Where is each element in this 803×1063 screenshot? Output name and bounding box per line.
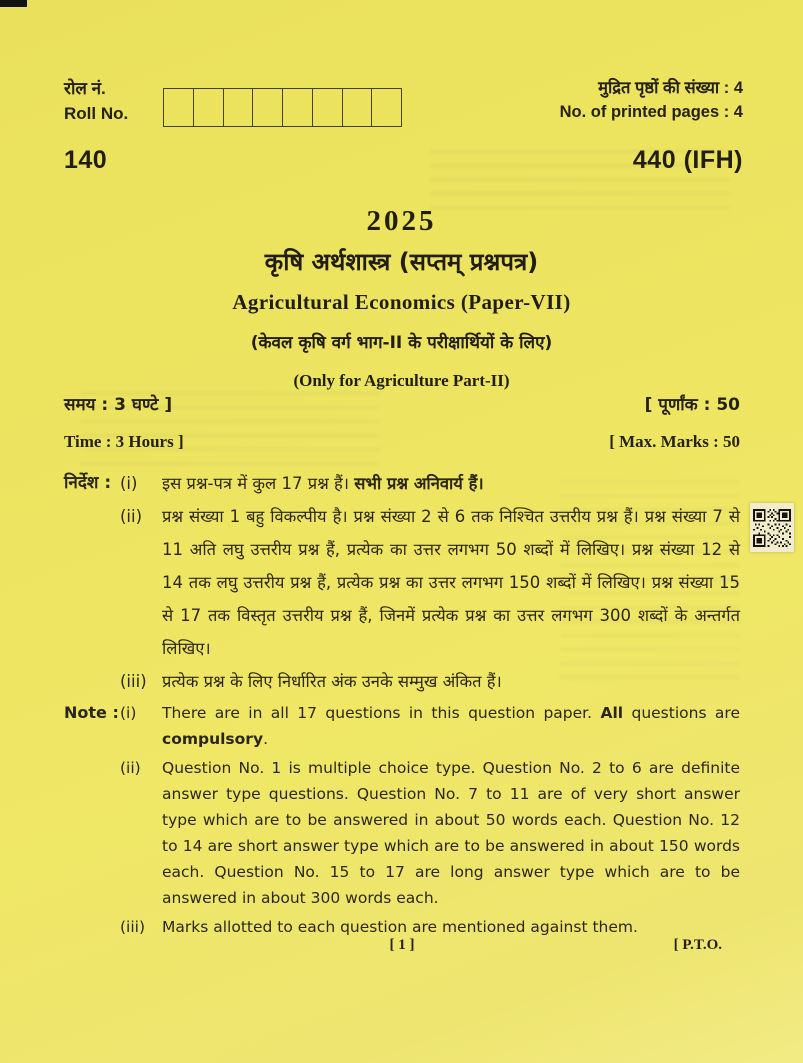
pages-label-english: No. of printed pages : 4 [559, 103, 743, 121]
roll-number-cell [164, 89, 193, 126]
roll-number-label [64, 76, 128, 126]
qr-code-icon [750, 503, 794, 552]
instruction-hindi-item-3 [120, 665, 740, 698]
item-text: इस प्रश्न-पत्र में कुल 17 प्रश्न हैं। सभी प्रश्न अनिवार्य हैं। [162, 474, 484, 493]
instruction-hindi-item-1 [120, 467, 740, 500]
item-text: प्रश्न संख्या 1 बहु विकल्पीय है। प्रश्न संख्या 2 से 6 तक निश्चित उत्तरीय प्रश्न हैं। प्रश्न संख्या 7 से 11 अति लघु उत्तरीय प्रश्न हैं, प्रत्येक का उत्तर लगभग 50 शब्दों में लिखिए। प्रश्न संख्या 12 से 14 तक लघु उत्तरीय प्रश्न हैं, प्रत्येक प्रश्न का उत्तर लगभग 150 शब्दों में लिखिए। प्रश्न संख्या 15 से 17 तक विस्तृत उत्तरीय प्रश्न हैं, जिनमें प्रत्येक प्रश्न का उत्तर लगभग 300 शब्दों के अन्तर्गत लिखिए। [162, 507, 740, 658]
header [64, 76, 743, 127]
footer [64, 937, 740, 959]
page-number: [ 1 ] [389, 937, 415, 953]
item-marker: (ii) [120, 507, 143, 526]
paper-code-left: 140 [64, 146, 108, 174]
scan-corner-artifact [0, 0, 27, 7]
item-marker: (i) [120, 704, 137, 722]
item-text: There are in all 17 questions in this question paper. All questions are compulsory. [162, 704, 740, 748]
instructions-hindi-label: निर्देश : [64, 473, 112, 493]
subject-title-english: Agricultural Economics (Paper-VII) [232, 290, 571, 314]
time-english: Time : 3 Hours ] [64, 432, 184, 451]
paper-code-right: 440 (IFH) [632, 146, 743, 174]
item-text: प्रत्येक प्रश्न के लिए निर्धारित अंक उनके सम्मुख अंकित हैं। [162, 672, 502, 691]
roll-number-cell [342, 89, 372, 126]
restriction-note-english: (Only for Agriculture Part-II) [293, 371, 510, 390]
instructions-english [64, 700, 740, 940]
pages-label-hindi: मुद्रित पृष्ठों की संख्या : 4 [598, 79, 743, 97]
roll-label-hindi: रोल नं. [64, 79, 106, 98]
exam-year: 2025 [366, 205, 437, 237]
item-marker: (iii) [120, 918, 146, 936]
title-block [0, 205, 803, 391]
item-marker: (i) [120, 474, 138, 493]
time-marks-row-english [64, 432, 740, 452]
instructions-english-label: Note : [64, 703, 119, 722]
marks-hindi: [ पूर्णांक : 50 [644, 395, 740, 415]
time-hindi: समय : 3 घण्टे ] [64, 395, 173, 415]
roll-number-cell [282, 89, 312, 126]
pto-label: [ P.T.O. [673, 937, 722, 953]
roll-label-english: Roll No. [64, 104, 129, 123]
item-marker: (iii) [120, 672, 147, 691]
roll-number-cell [252, 89, 282, 126]
instructions-hindi [64, 467, 740, 698]
time-marks-row-hindi [64, 392, 740, 415]
item-marker: (ii) [120, 759, 141, 777]
marks-english: [ Max. Marks : 50 [609, 432, 740, 451]
roll-number-cell [193, 89, 223, 126]
roll-number-cell [223, 89, 253, 126]
subject-title-hindi: कृषि अर्थशास्त्र (सप्तम् प्रश्नपत्र) [264, 248, 539, 276]
roll-number-grid [163, 88, 402, 127]
instruction-hindi-item-2 [120, 500, 740, 665]
printed-pages-label [560, 76, 743, 124]
roll-number-cell [312, 89, 342, 126]
roll-number-cell [371, 89, 401, 126]
item-text: Question No. 1 is multiple choice type. Question No. 2 to 6 are definite answer type questions. Question No. 7 to 11 are of very short answer type which are to be answered in about 50 words each. Question No. 12 to 14 are short answer type which are to be answered in about 150 words each. Question No. 15 to 17 are long answer type which are to be answered in about 300 words each. [162, 759, 740, 907]
item-text: Marks allotted to each question are mentioned against them. [162, 918, 638, 936]
note-english-item-1 [120, 700, 740, 752]
paper-code-row [64, 146, 743, 175]
restriction-note-hindi: (केवल कृषि वर्ग भाग-II के परीक्षार्थियों के लिए) [250, 333, 553, 353]
note-english-item-2 [120, 755, 740, 911]
